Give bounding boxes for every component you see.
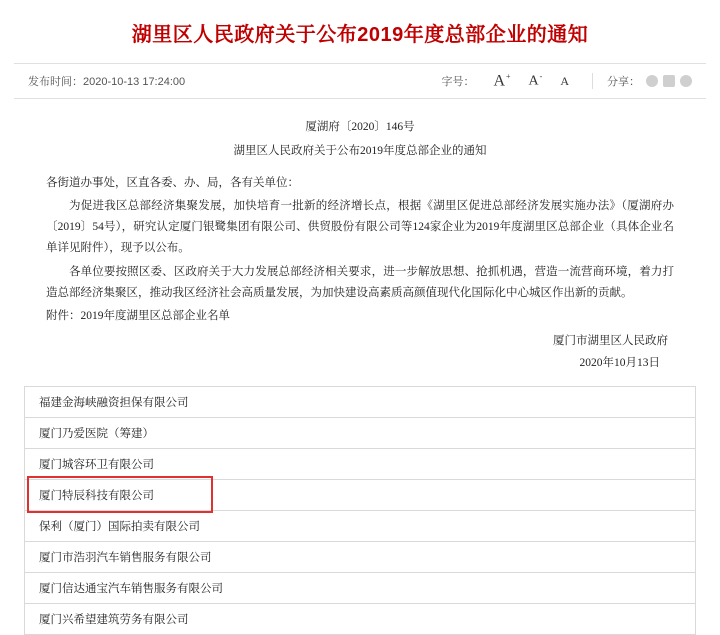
document-signer: 厦门市湖里区人民政府	[553, 335, 668, 348]
table-row	[25, 386, 696, 417]
document-paragraph-1: 为促进我区总部经济集聚发展，加快培育一批新的经济增长点，根据《湖里区促进总部经济发展实施办法》（厦湖府办〔2019〕54号），研究认定厦门银鹭集团有限公司、供贸股份有限公司等124家企业为2019年度湖里区总部企业（具体企业名单详见附件），现予以公布。	[46, 199, 674, 255]
fontsize-medium-button[interactable]	[529, 73, 543, 89]
fontsize-large-letter: A	[493, 72, 506, 90]
meta-controls	[441, 73, 706, 89]
document-salutation: 各街道办事处，区直各委、办、局，各有关单位：	[46, 176, 299, 189]
fontsize-medium-letter: A	[528, 73, 539, 89]
company-name-cell: 厦门特辰科技有限公司	[25, 479, 696, 510]
table-row	[25, 448, 696, 479]
share-qq-icon[interactable]	[680, 75, 692, 87]
publish-time: 发布时间：2020-10-13 17:24:00	[28, 76, 186, 88]
fontsize-small-button[interactable]	[560, 75, 569, 87]
company-name-cell: 厦门乃爱医院（筹建）	[25, 417, 696, 448]
share-weibo-icon[interactable]	[646, 75, 658, 87]
document-meta-bar	[14, 63, 706, 99]
fontsize-small-letter: A	[560, 73, 569, 88]
meta-divider	[592, 73, 593, 89]
table-row	[25, 603, 696, 634]
table-row	[25, 510, 696, 541]
company-table	[24, 386, 696, 635]
fontsize-medium-minus: -	[539, 72, 543, 82]
page-title: 湖里区人民政府关于公布2019年度总部企业的通知	[131, 24, 589, 46]
table-row	[25, 479, 696, 510]
company-name-cell: 厦门信达通宝汽车销售服务有限公司	[25, 572, 696, 603]
share-icons	[646, 75, 692, 87]
table-row	[25, 541, 696, 572]
fontsize-large-button[interactable]	[493, 73, 510, 89]
document-body	[0, 99, 720, 374]
fontsize-large-plus: +	[506, 71, 511, 81]
company-name-cell: 厦门市浩羽汽车销售服务有限公司	[25, 541, 696, 572]
company-table-container	[24, 386, 696, 635]
company-name-cell: 厦门城容环卫有限公司	[25, 448, 696, 479]
company-table-body	[25, 386, 696, 634]
page-title-container	[0, 0, 720, 63]
fontsize-label: 字号：	[441, 75, 475, 88]
company-name-cell: 厦门兴希望建筑劳务有限公司	[25, 603, 696, 634]
company-name-cell: 福建金海峡融资担保有限公司	[25, 386, 696, 417]
document-subtitle: 湖里区人民政府关于公布2019年度总部企业的通知	[233, 145, 487, 158]
document-number: 厦湖府〔2020〕146号	[305, 121, 415, 133]
share-label: 分享：	[607, 75, 640, 88]
table-row	[25, 572, 696, 603]
document-sign-date: 2020年10月13日	[579, 356, 660, 369]
document-paragraph-2: 各单位要按照区委、区政府关于大力发展总部经济相关要求，进一步解放思想、抢抓机遇，营造一流营商环境，着力打造总部经济集聚区，推动我区经济社会高质量发展，为加快建设高素质高颜值现代化国际化中心城区作出新的贡献。	[46, 265, 674, 299]
company-name-cell: 保利（厦门）国际拍卖有限公司	[25, 510, 696, 541]
document-attachment: 附件：2019年度湖里区总部企业名单	[46, 310, 230, 323]
share-wechat-icon[interactable]	[663, 75, 675, 87]
table-row	[25, 417, 696, 448]
